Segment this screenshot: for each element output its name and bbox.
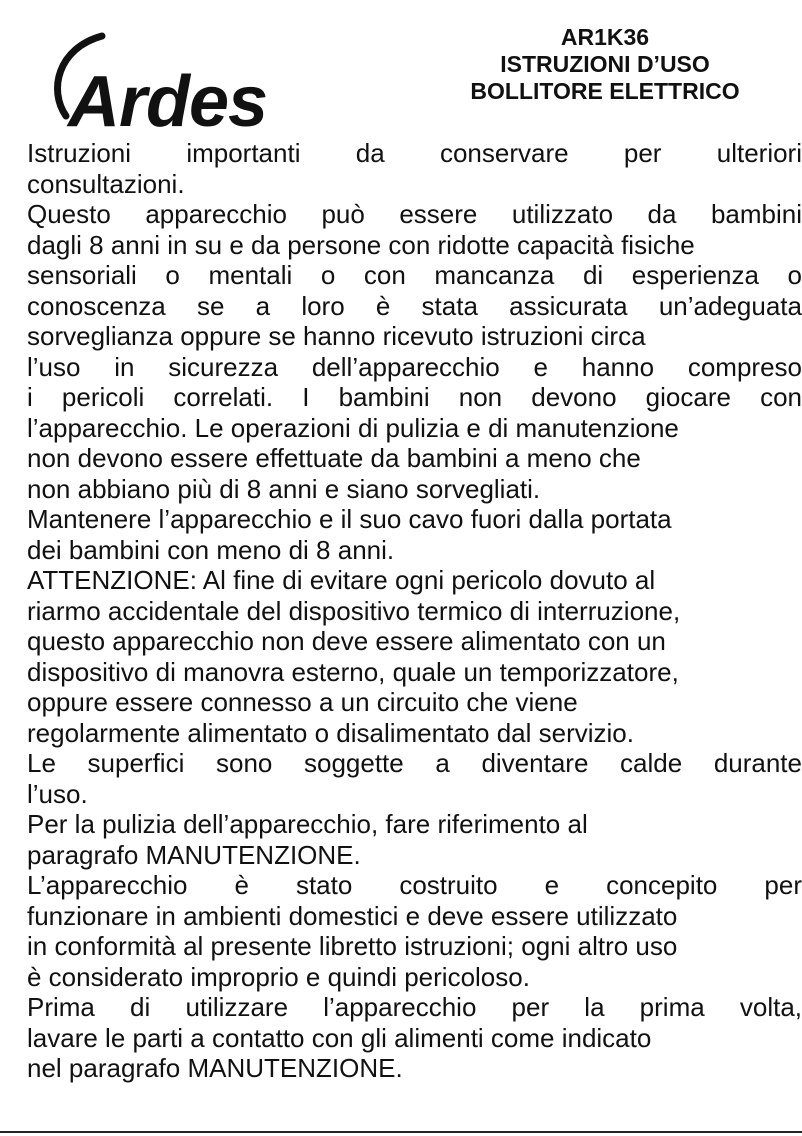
- body-text-line: dei bambini con meno di 8 anni.: [27, 534, 395, 565]
- body-text-line: l’uso in sicurezza dell’apparecchio e hanno compreso: [27, 351, 802, 382]
- body-text-line: oppure essere connesso a un circuito che viene: [27, 687, 578, 717]
- body-text-line: l’uso.: [27, 778, 88, 809]
- body-text-line: riarmo accidentale del dispositivo termico di interruzione,: [27, 595, 681, 626]
- body-text-line: è considerato improprio e quindi pericoloso.: [27, 961, 530, 992]
- safety-instructions: [27, 138, 802, 1084]
- body-text-line: Istruzioni importanti da conservare per ulteriori: [27, 138, 802, 168]
- body-text-line: lavare le parti a contatto con gli alimenti come indicato: [27, 1022, 652, 1053]
- body-text-line: sensoriali o mentali o con mancanza di esperienza o: [27, 260, 802, 290]
- body-text-line: L’apparecchio è stato costruito e concepito per: [27, 870, 802, 900]
- body-text-line: non devono essere effettuate da bambini a meno che: [27, 443, 641, 473]
- body-text-line: Le superfici sono soggette a diventare calde durante: [27, 748, 802, 778]
- product-name: BOLLITORE ELETTRICO: [470, 78, 740, 104]
- body-text-line: ATTENZIONE: Al fine di evitare ogni pericolo dovuto al: [27, 565, 656, 595]
- body-text-line: Prima di utilizzare l’apparecchio per la prima volta,: [27, 992, 802, 1022]
- body-text-line: Per la pulizia dell’apparecchio, fare riferimento al: [27, 809, 588, 839]
- body-text-line: non abbiano più di 8 anni e siano sorvegliati.: [27, 473, 541, 504]
- body-text-line: nel paragrafo MANUTENZIONE.: [27, 1053, 403, 1083]
- body-text-line: sorveglianza oppure se hanno ricevuto istruzioni circa: [27, 321, 646, 351]
- document-header: [430, 24, 780, 105]
- document-type: ISTRUZIONI D’USO: [500, 51, 710, 77]
- body-text-line: Questo apparecchio può essere utilizzato da bambini: [27, 199, 802, 229]
- body-text-line: regolarmente alimentato o disalimentato dal servizio.: [27, 717, 634, 748]
- body-text-line: i pericoli correlati. I bambini non devono giocare con: [27, 382, 802, 412]
- logo-wordmark: Ardes: [68, 62, 268, 142]
- body-text-line: l’apparecchio. Le operazioni di pulizia e di manutenzione: [27, 412, 679, 443]
- bottom-divider: [0, 1131, 802, 1133]
- body-text-line: funzionare in ambienti domestici e deve essere utilizzato: [27, 900, 678, 931]
- body-text-line: in conformità al presente libretto istruzioni; ogni altro uso: [27, 931, 678, 961]
- body-text-line: Mantenere l’apparecchio e il suo cavo fuori dalla portata: [27, 504, 672, 534]
- body-text-line: questo apparecchio non deve essere alimentato con un: [27, 626, 666, 656]
- body-text-line: paragrafo MANUTENZIONE.: [27, 839, 361, 870]
- body-text-line: dagli 8 anni in su e da persone con ridotte capacità fisiche: [27, 229, 695, 260]
- body-text-line: dispositivo di manovra esterno, quale un temporizzatore,: [27, 656, 679, 687]
- body-text-line: conoscenza se a loro è stata assicurata un’adeguata: [27, 290, 802, 321]
- model-code: AR1K36: [560, 24, 650, 50]
- ardes-logo: [44, 28, 294, 142]
- body-text-line: consultazioni.: [27, 168, 185, 199]
